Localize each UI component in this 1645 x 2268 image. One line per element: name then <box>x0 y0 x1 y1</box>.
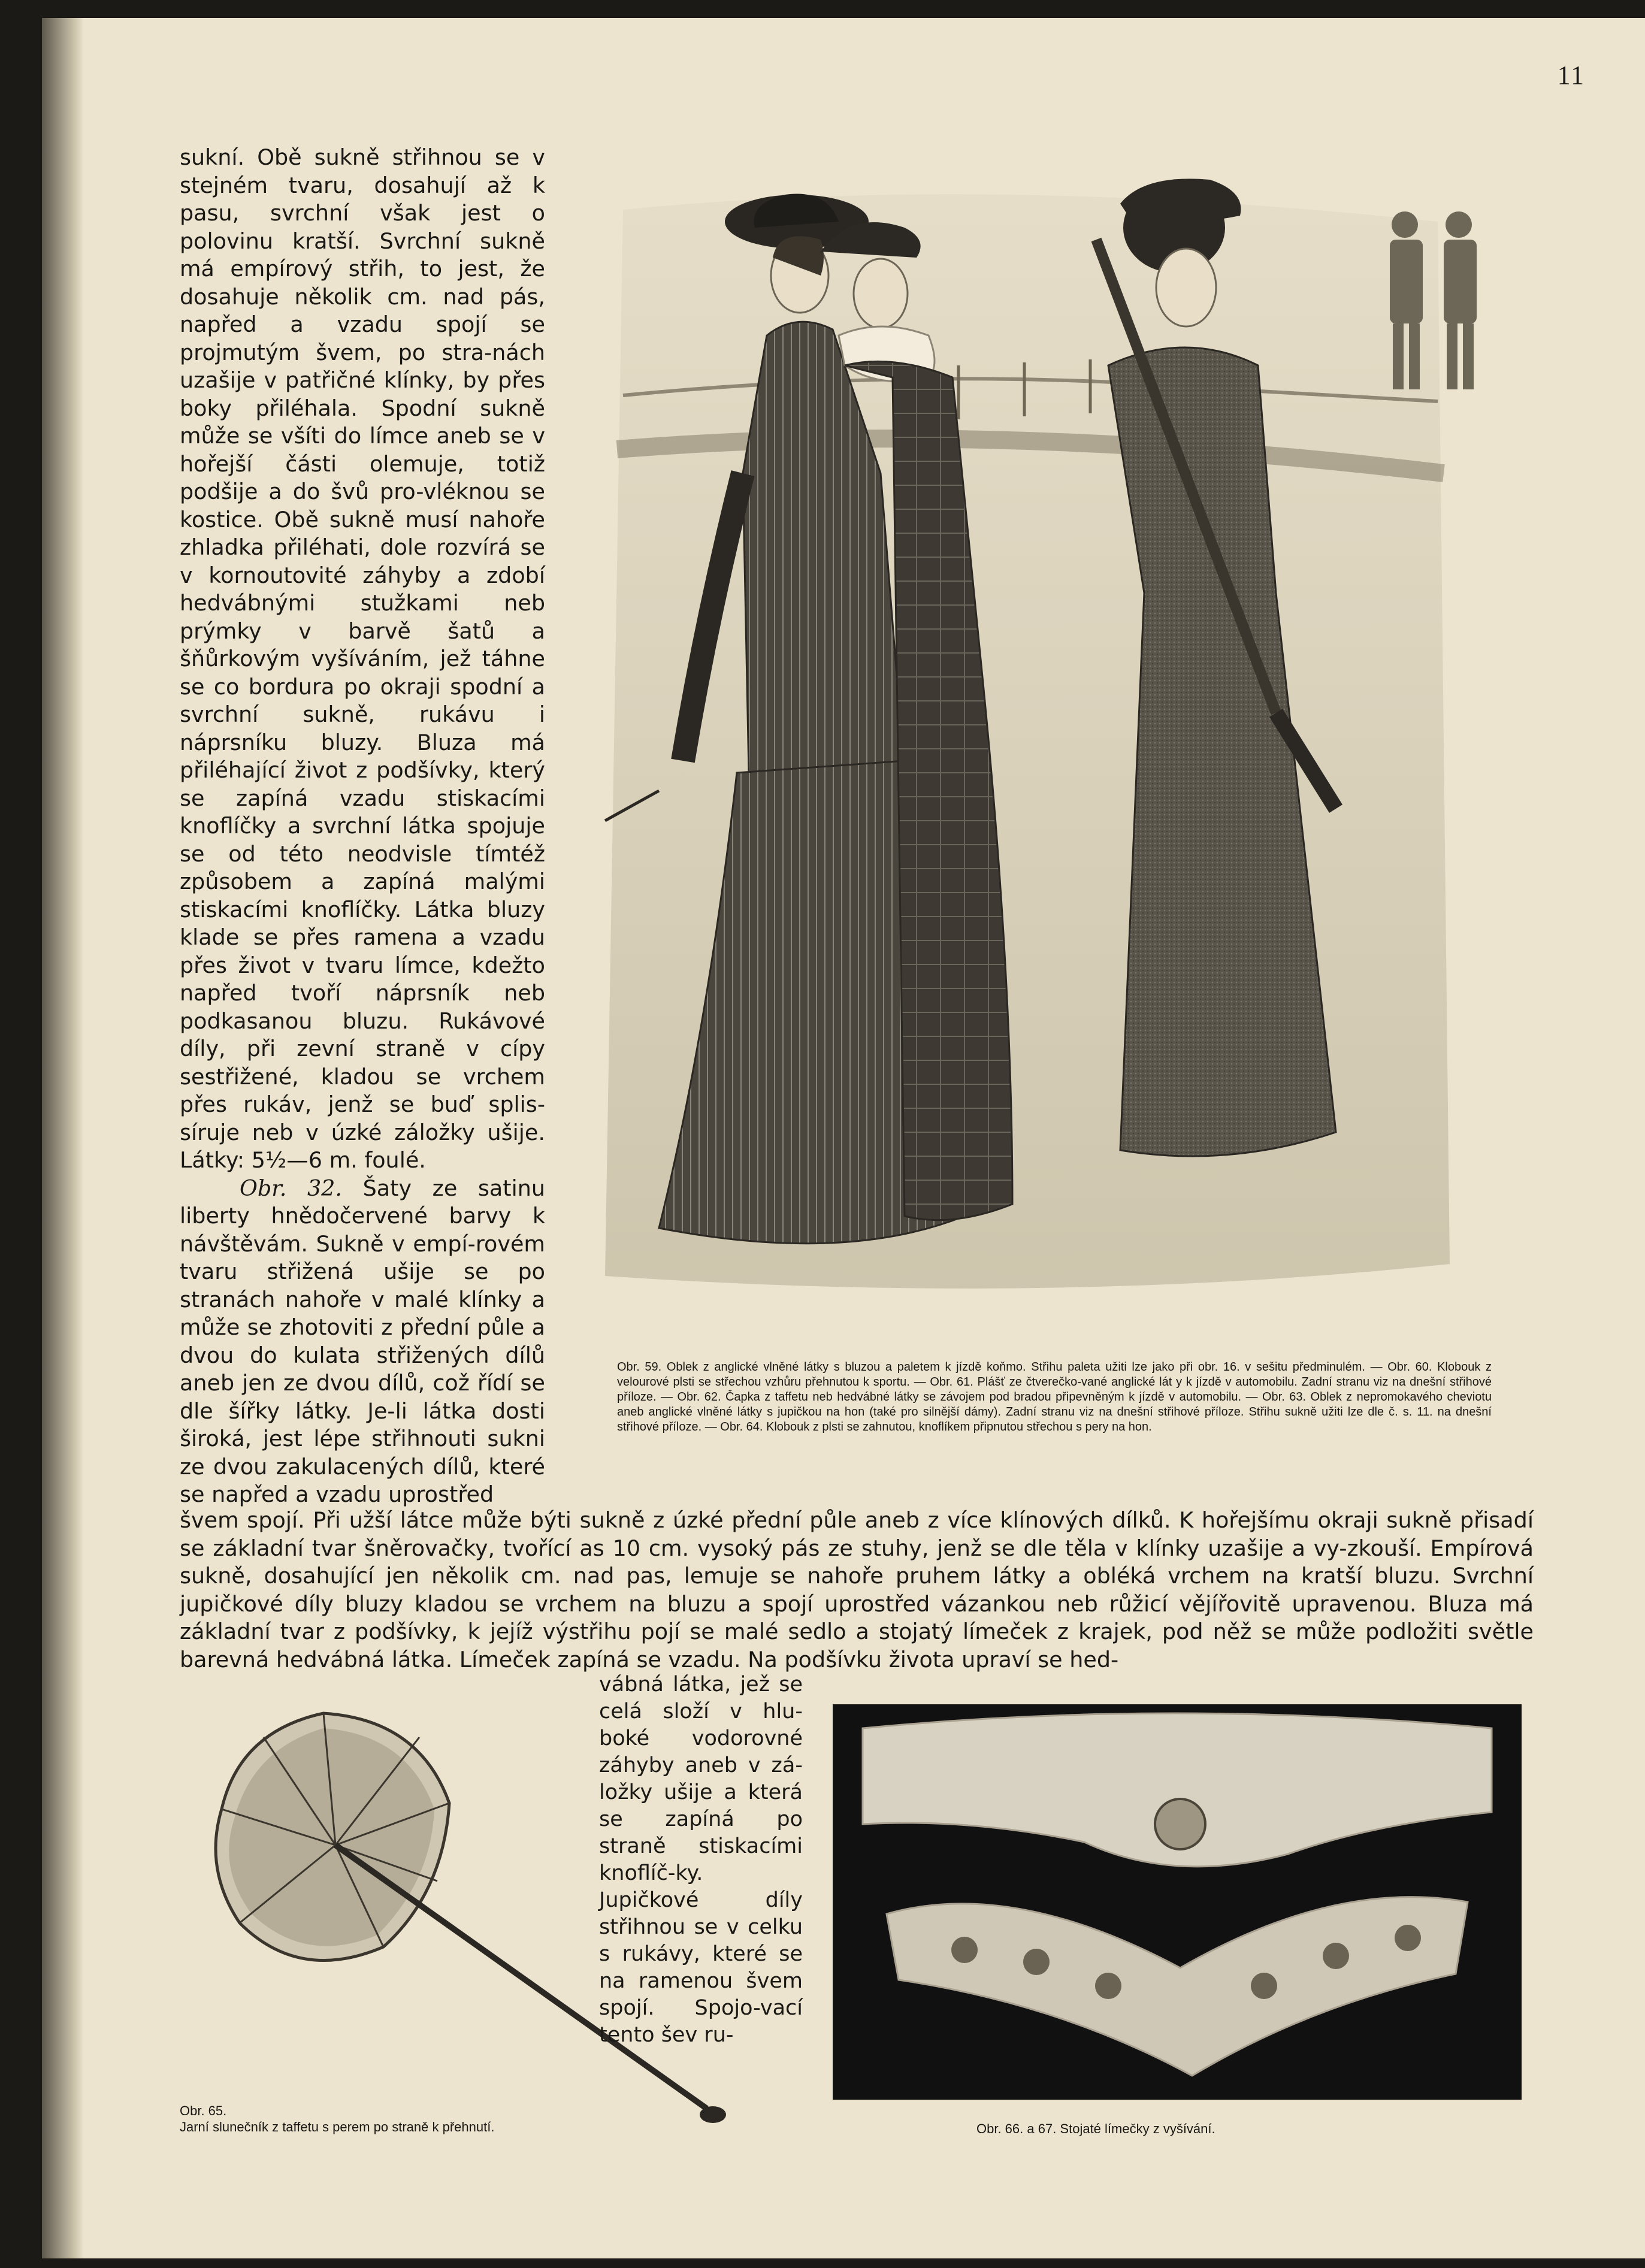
left-column-text: sukní. Obě sukně střihnou se v stejném tvaru, dosahují až k pasu, svrchní však jest o polovinu kratší. Svrchní sukně má empírový střih, to jest, že dosahuje několik cm. nad pás, napřed a vzadu spojí se projmutým švem, po stra-nách uzašije v patřičné klínky, by přes boky přiléhala. Spodní sukně může se všíti do límce aneb se v hořejší části olemuje, totiž podšije a do švů pro-vléknou se kostice. Obě sukně musí nahoře zhladka přiléhati, dole rozvírá se v kornoutovité záhyby a zdobí hedvábnými stužkami neb prýmky v barvě šatů a šňůrkovým vyšíváním, jež táhne se co bordura po okraji spodní a svrchní sukně, rukávu i náprsníku bluzy. Bluza má přiléhající život z podšívky, který se zapíná vzadu stiskacími knoflíčky a svrchní látka spojuje se od této neodvisle tímtéž způsobem a zapíná malými stiskacími knoflíčky. Látka bluzy klade se přes ramena a vzadu přes život v tvaru límce, kdežto napřed tvoří náprsník neb podkasanou bluzu. Rukávové díly, při zevní straně v cípy sestřižené, kladou se vrchem přes rukáv, jenž se buď splis-síruje neb v úzké záložky ušije. Látky: 5½—6 m. foulé. <box>180 144 545 1173</box>
figure-65-label: Obr. 65. <box>180 2103 227 2118</box>
figures-66-67-caption: Obr. 66. a 67. Stojaté límečky z vyšívání. <box>976 2121 1215 2136</box>
fashion-plate-illustration <box>569 138 1504 1312</box>
obr32-paragraph <box>180 1175 545 1509</box>
obr32-text: Šaty ze satinu liberty hnědočervené barvy k návštěvám. Sukně v empí-rovém tvaru střižená ušije se po stranách nahoře v malé klínky a může se zhotoviti z přední půle a dvou do kulata střižených dílů aneb jen ze dvou dílů, což řídí se dle šířky látky. Je-li látka dosti široká, jest lépe střihnouti sukni ze dvou zakulacených dílů, které se napřed a vzadu uprostřed <box>180 1175 546 1507</box>
middle-column-text: vábná látka, jež se celá složí v hlu-boké vodorovné záhyby aneb v zá-ložky ušije a která se zapíná po straně stiskacími knoflíč-ky. Jupičkové díly střihnou se v celku s rukávy, které se na ramenou švem spojí. Spojo-vací tento šev ru- <box>599 1673 803 2047</box>
figure-65-text: Jarní slunečník z taffetu s perem po straně k přehnutí. <box>180 2119 495 2134</box>
figures-59-64-caption: Obr. 59. Oblek z anglické vlněné látky s bluzou a paletem k jízdě koňmo. Střihu paleta užiti lze jako při obr. 16. v sešitu předminulém. — Obr. 60. Klobouk z velourové plsti se střechou vzhůru přehnutou k sportu. — Obr. 61. Plášť ze čtverečko-vané anglické lát y k jízdě v automobilu. Zadní stranu viz na dnešní střihové příloze. — Obr. 62. Čapka z taffetu neb hedvábné látky se závojem pod bradou připevněným k jízdě v automobilu. — Obr. 63. Oblek z nepromokavého cheviotu aneb anglické vlněné látky s jupičkou na hon (také pro silnější dámy). Zadní stranu viz na dnešní střihové příloze. Střihu sukně užiti lze dle č. s. 11. na dnešní střihové příloze. — Obr. 64. Klobouk z plsti se zahnutou, knoflíkem připnutou střechou s pery na hon. <box>617 1360 1492 1434</box>
obr32-label: Obr. 32. <box>240 1175 342 1201</box>
page-number: 11 <box>1557 61 1585 90</box>
collars-photo <box>833 1704 1522 2100</box>
left-column <box>180 144 545 1509</box>
collar-67 <box>887 1897 1468 2076</box>
spine-shadow <box>42 18 84 2258</box>
figure-65-caption <box>180 2103 689 2135</box>
full-width-text: švem spojí. Při užší látce může býti sukně z úzké přední půle aneb z více klínových dílků. K hořejšímu okraji sukně přisadí se základní tvar šněrovačky, tvořící as 10 cm. vysoký pás ze stuhy, jenž se dle těla v klínky uzašije a vy-zkouší. Empírová sukně, dosahující jen několik cm. nad pas, lemuje se nahoře pruhem látky a obléká vrchem na kratší bluzu. Svrchní jupičkové díly bluzy kladou se vrchem na bluzu a spojí uprostřed vázankou neb růžicí vějířovitě upravenou. Bluza má základní tvar z podšívky, k jejíž výstřihu pojí se malé sedlo a stojatý límeček z krajek, pod něž se může podložiti světle barevná hedvábná látka. Límeček zapíná se vzadu. Na podšívku života upraví se hed- <box>180 1507 1534 1673</box>
magazine-page <box>42 18 1645 2258</box>
